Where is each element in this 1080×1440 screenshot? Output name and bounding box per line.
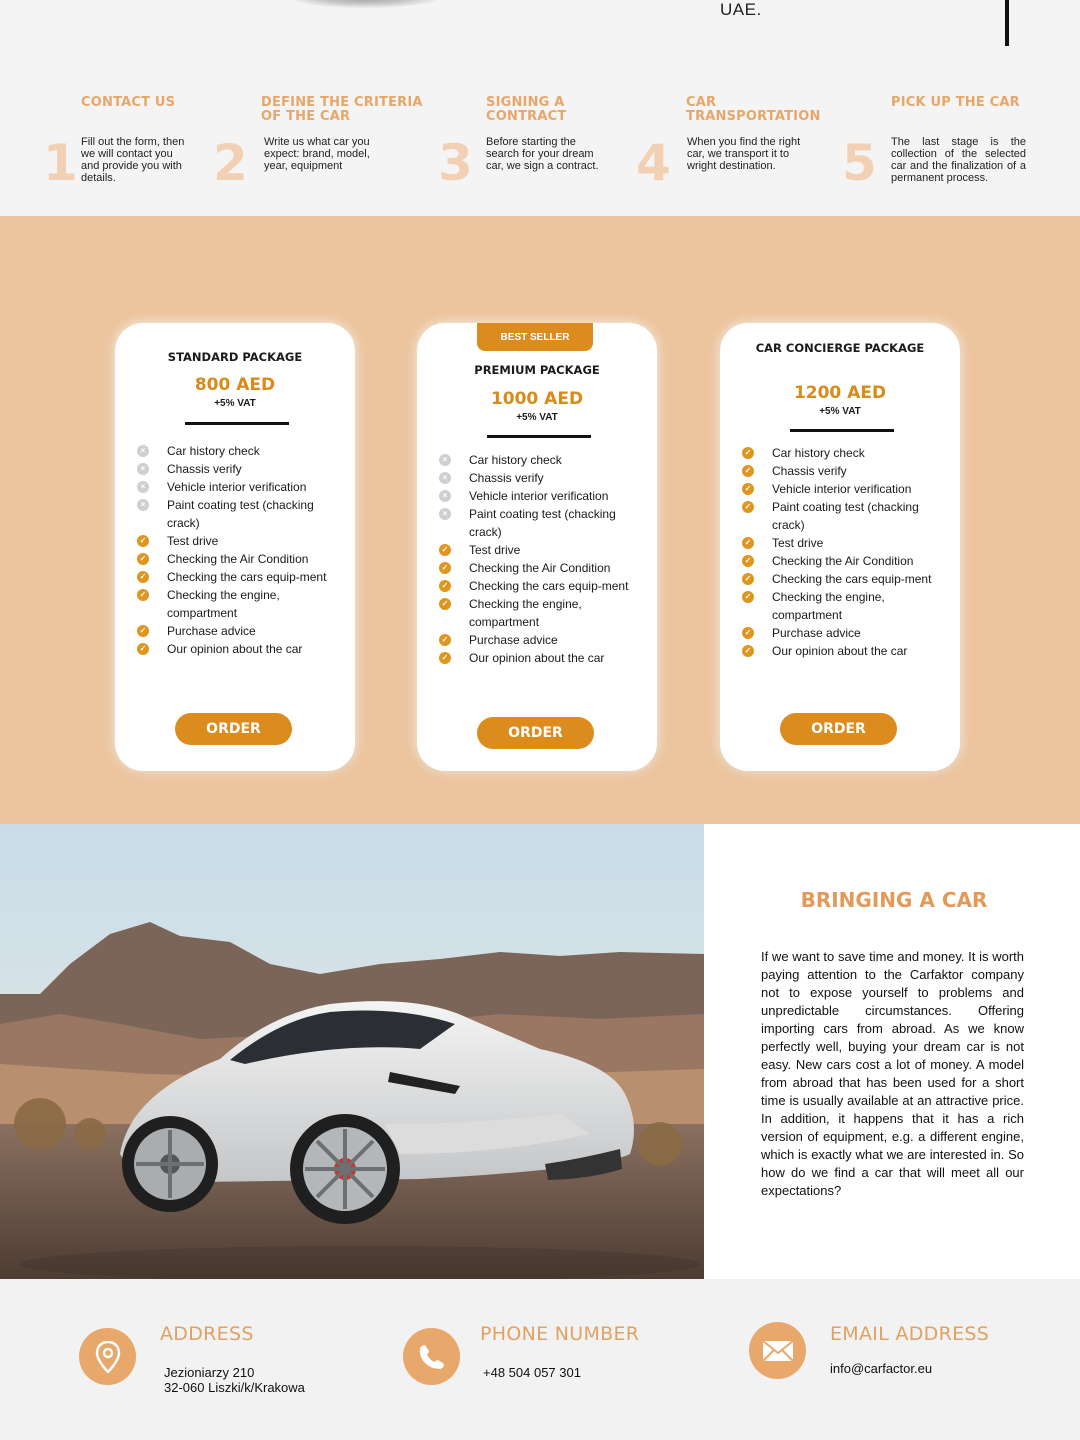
feature-item — [742, 570, 946, 588]
section-body-text: If we want to save time and money. It is worth paying attention to the Carfaktor company not to expose yourself to problems and unpredictable circumstances. Offering importing cars from abroad. As we know perfectly well, buying your dream car is not easy. New cars cost a lot of money. A model from abroad that has been used for a short time is usually available at an attractive price. In addition, it happens that it has a rich version of equipment, e.g. a different engine, which is exactly what we are interested in. So how do we find a car that will meet all our expectations? — [761, 949, 1024, 1198]
check-icon: ✓ — [742, 591, 754, 603]
feature-text: Checking the engine, compartment — [469, 597, 582, 629]
package-vat: +5% VAT — [516, 412, 558, 423]
package-title: STANDARD PACKAGE — [167, 350, 303, 364]
order-button[interactable]: ORDER — [780, 713, 897, 745]
bringing-a-car-section — [0, 824, 1080, 1279]
cross-icon: × — [439, 508, 451, 520]
feature-item — [439, 541, 643, 559]
package-price: 1000 AED — [490, 389, 584, 409]
cross-icon: × — [439, 472, 451, 484]
package-card-concierge — [720, 323, 960, 771]
check-icon: ✓ — [137, 571, 149, 583]
feature-text: Chassis verify — [772, 464, 847, 478]
address-line-2: 32-060 Liszki/k/Krakowa — [164, 1380, 305, 1395]
step-number: 1 — [43, 134, 78, 192]
feature-item — [742, 642, 946, 660]
feature-item — [137, 460, 341, 478]
feature-text: Car history check — [167, 444, 260, 458]
check-icon: ✓ — [742, 501, 754, 513]
phone-number[interactable]: +48 504 057 301 — [483, 1365, 581, 1380]
check-icon: ✓ — [137, 553, 149, 565]
check-icon: ✓ — [137, 535, 149, 547]
feature-item — [742, 480, 946, 498]
car-photo — [0, 824, 704, 1279]
feature-text: Car history check — [469, 453, 562, 467]
feature-text: Purchase advice — [167, 624, 256, 638]
feature-text: Our opinion about the car — [772, 644, 908, 658]
step-description: Write us what car you expect: brand, model, year, equipment — [264, 136, 370, 172]
feature-item — [137, 640, 341, 658]
feature-item — [742, 552, 946, 570]
feature-item — [137, 568, 341, 586]
check-icon: ✓ — [742, 645, 754, 657]
check-icon: ✓ — [742, 627, 754, 639]
email-title: EMAIL ADDRESS — [830, 1323, 990, 1345]
package-vat: +5% VAT — [819, 406, 861, 417]
phone-title: PHONE NUMBER — [480, 1323, 640, 1345]
check-icon: ✓ — [439, 652, 451, 664]
check-icon: ✓ — [439, 544, 451, 556]
package-price: 800 AED — [194, 375, 276, 395]
feature-text: Our opinion about the car — [167, 642, 303, 656]
envelope-icon — [749, 1322, 806, 1379]
feature-text: Car history check — [772, 446, 865, 460]
order-button[interactable]: ORDER — [477, 717, 594, 749]
feature-item — [439, 505, 643, 541]
step-description: Before starting the search for your dream car, we sign a contract. — [486, 136, 599, 172]
cross-icon: × — [439, 454, 451, 466]
best-seller-badge: BEST SELLER — [477, 323, 593, 351]
feature-text: Purchase advice — [469, 633, 558, 647]
feature-text: Test drive — [167, 534, 219, 548]
check-icon: ✓ — [742, 465, 754, 477]
check-icon: ✓ — [439, 634, 451, 646]
feature-item — [137, 532, 341, 550]
step-description: When you find the right car, we transport it to wright destination. — [687, 136, 801, 172]
check-icon: ✓ — [742, 483, 754, 495]
feature-item — [137, 442, 341, 460]
feature-text: Chassis verify — [469, 471, 544, 485]
feature-text: Checking the engine, compartment — [167, 588, 280, 620]
feature-text: Checking the cars equip-ment — [772, 572, 932, 586]
feature-text: Checking the engine, compartment — [772, 590, 885, 622]
check-icon: ✓ — [439, 580, 451, 592]
feature-text: Purchase advice — [772, 626, 861, 640]
step-title: DEFINE THE CRITERIA OF THE CAR — [261, 95, 423, 124]
cross-icon: × — [137, 481, 149, 493]
feature-text: Our opinion about the car — [469, 651, 605, 665]
feature-item — [439, 577, 643, 595]
feature-item — [742, 462, 946, 480]
address-line-1: Jezioniarzy 210 — [164, 1365, 255, 1380]
check-icon: ✓ — [439, 562, 451, 574]
contact-section — [0, 1279, 1080, 1440]
package-vat: +5% VAT — [214, 398, 256, 409]
feature-item — [137, 550, 341, 568]
car-shadow-decoration — [290, 0, 440, 8]
section-title: BRINGING A CAR — [800, 888, 988, 912]
step-title: CONTACT US — [81, 95, 176, 110]
feature-text: Checking the cars equip-ment — [167, 570, 327, 584]
feature-item — [439, 487, 643, 505]
check-icon: ✓ — [742, 447, 754, 459]
location-pin-icon — [79, 1328, 136, 1385]
feature-text: Vehicle interior verification — [469, 489, 609, 503]
feature-text: Paint coating test (chacking crack) — [167, 498, 314, 530]
step-number: 5 — [842, 134, 877, 192]
check-icon: ✓ — [137, 643, 149, 655]
order-button[interactable]: ORDER — [175, 713, 292, 745]
cross-icon: × — [137, 463, 149, 475]
step-description: The last stage is the collection of the selected car and the finalization of a permanent process. — [891, 136, 1026, 184]
feature-text: Paint coating test (chacking crack) — [772, 500, 919, 532]
feature-text: Test drive — [469, 543, 521, 557]
vertical-divider — [1005, 0, 1009, 46]
feature-text: Vehicle interior verification — [772, 482, 912, 496]
feature-item — [137, 622, 341, 640]
feature-text: Test drive — [772, 536, 824, 550]
cross-icon: × — [137, 499, 149, 511]
check-icon: ✓ — [137, 625, 149, 637]
feature-item — [439, 451, 643, 469]
feature-list — [439, 451, 643, 667]
check-icon: ✓ — [137, 589, 149, 601]
step-description: Fill out the form, then we will contact you and provide you with details. — [81, 136, 185, 184]
feature-item — [742, 444, 946, 462]
feature-item — [439, 631, 643, 649]
feature-text: Checking the cars equip-ment — [469, 579, 629, 593]
check-icon: ✓ — [742, 537, 754, 549]
package-card-premium — [417, 323, 657, 771]
feature-item — [742, 534, 946, 552]
divider — [790, 429, 894, 432]
process-steps-section — [0, 0, 1080, 216]
feature-text: Paint coating test (chacking crack) — [469, 507, 616, 539]
feature-item — [742, 498, 946, 534]
feature-text: Checking the Air Condition — [772, 554, 914, 568]
white-sedan-desert-image — [0, 824, 704, 1279]
feature-text: Checking the Air Condition — [469, 561, 611, 575]
cross-icon: × — [439, 490, 451, 502]
phone-icon — [403, 1328, 460, 1385]
check-icon: ✓ — [742, 555, 754, 567]
feature-text: Vehicle interior verification — [167, 480, 307, 494]
step-number: 2 — [213, 134, 248, 192]
step-title: SIGNING A CONTRACT — [486, 95, 567, 124]
package-title: PREMIUM PACKAGE — [474, 363, 600, 377]
divider — [185, 422, 289, 425]
package-title: CAR CONCIERGE PACKAGE — [755, 341, 925, 355]
feature-item — [137, 586, 341, 622]
feature-list — [742, 444, 946, 660]
cross-icon: × — [137, 445, 149, 457]
package-card-standard — [115, 323, 355, 771]
feature-text: Chassis verify — [167, 462, 242, 476]
divider — [487, 435, 591, 438]
step-number: 4 — [636, 134, 671, 192]
feature-item — [742, 588, 946, 624]
feature-item — [439, 649, 643, 667]
step-title: CAR TRANSPORTATION — [686, 95, 821, 124]
pricing-section — [0, 216, 1080, 824]
feature-list — [137, 442, 341, 658]
feature-text: Checking the Air Condition — [167, 552, 309, 566]
step-title: PICK UP THE CAR — [891, 95, 1020, 110]
location-text-tail: UAE. — [720, 0, 762, 19]
feature-item — [137, 496, 341, 532]
check-icon: ✓ — [742, 573, 754, 585]
email-address[interactable]: info@carfactor.eu — [830, 1361, 933, 1376]
address-title: ADDRESS — [160, 1323, 254, 1345]
feature-item — [439, 469, 643, 487]
package-price: 1200 AED — [793, 383, 887, 403]
feature-item — [439, 559, 643, 577]
feature-item — [742, 624, 946, 642]
step-number: 3 — [438, 134, 473, 192]
check-icon: ✓ — [439, 598, 451, 610]
feature-item — [137, 478, 341, 496]
feature-item — [439, 595, 643, 631]
